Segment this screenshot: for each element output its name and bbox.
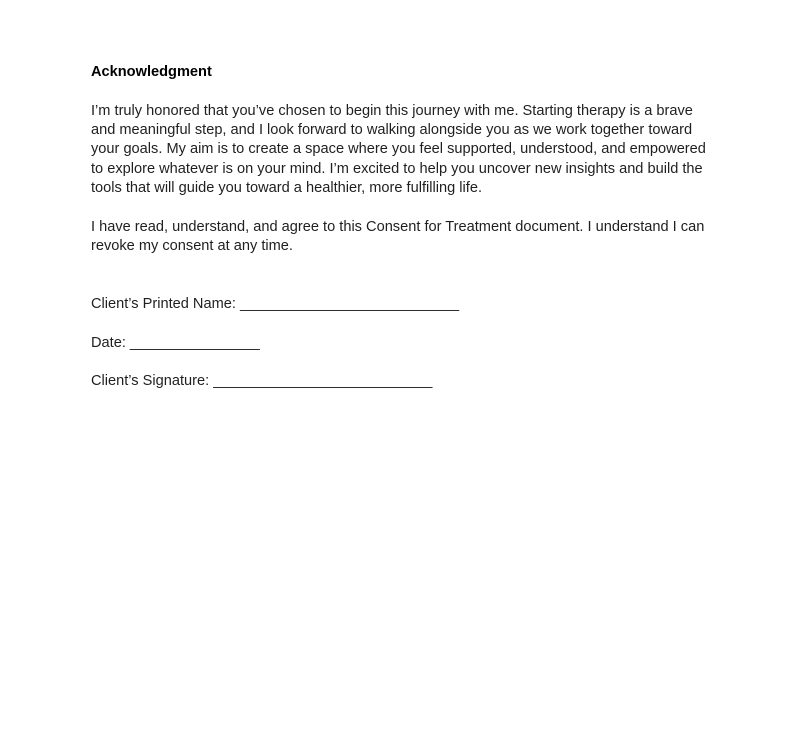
welcome-paragraph: I’m truly honored that you’ve chosen to begin this journey with me. Starting therapy is a brave and meaningful step, and I look forward to walking alongside you as we work together toward your goals. My aim is to create a space where you feel supported, understood, and empowered to explore whatever is on your mind. I’m excited to help you uncover new insights and build the tools that will guide you toward a healthier, more fulfilling life. — [91, 102, 706, 196]
signature-field: Client’s Signature: ___________________________ — [91, 373, 433, 390]
date-field: Date: ________________ — [91, 334, 260, 351]
consent-statement: I have read, understand, and agree to this Consent for Treatment document. I understand I can revoke my consent at any time. — [91, 218, 705, 255]
document-body — [91, 63, 716, 392]
section-heading: Acknowledgment — [91, 64, 212, 80]
printed-name-field: Client’s Printed Name: ___________________________ — [91, 295, 460, 312]
